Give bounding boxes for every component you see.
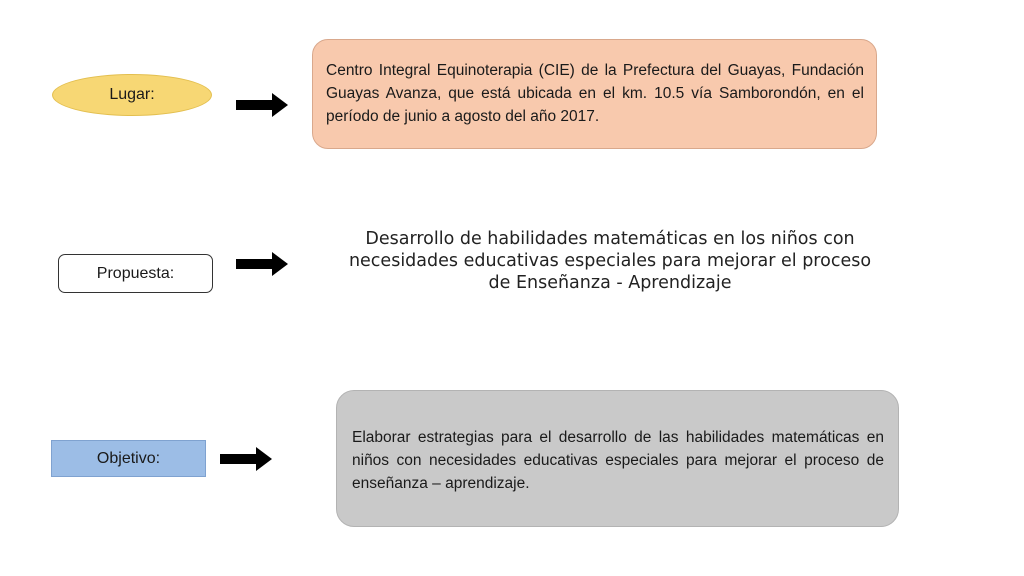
arrow-right-icon (220, 447, 272, 471)
objetivo-label (51, 440, 206, 477)
lugar-label-text: Lugar: (109, 86, 155, 103)
lugar-content-box (312, 39, 877, 149)
propuesta-content (340, 228, 880, 298)
propuesta-label-text: Propuesta: (96, 264, 175, 282)
propuesta-label (58, 254, 213, 293)
lugar-label (52, 74, 212, 116)
lugar-content-text: Centro Integral Equinoterapia (CIE) de la Prefectura del Guayas, Fundación Guayas Avanza, que está ubicada en el km. 10.5 vía Samborondón, en el período de junio a agosto del año 2017. (326, 62, 864, 125)
propuesta-content-text: Desarrollo de habilidades matemáticas en los niños con necesidades educativas especiales para mejorar el proceso de Enseñanza - Aprendizaje (348, 229, 872, 293)
arrow-right-icon (236, 252, 288, 276)
objetivo-content-text: Elaborar estrategias para el desarrollo de las habilidades matemáticas en niños con necesidades educativas especiales para mejorar el proceso de enseñanza – aprendizaje. (352, 429, 884, 492)
objetivo-label-text: Objetivo: (96, 449, 161, 467)
arrow-right-icon (236, 93, 288, 117)
objetivo-content-box (336, 390, 899, 527)
